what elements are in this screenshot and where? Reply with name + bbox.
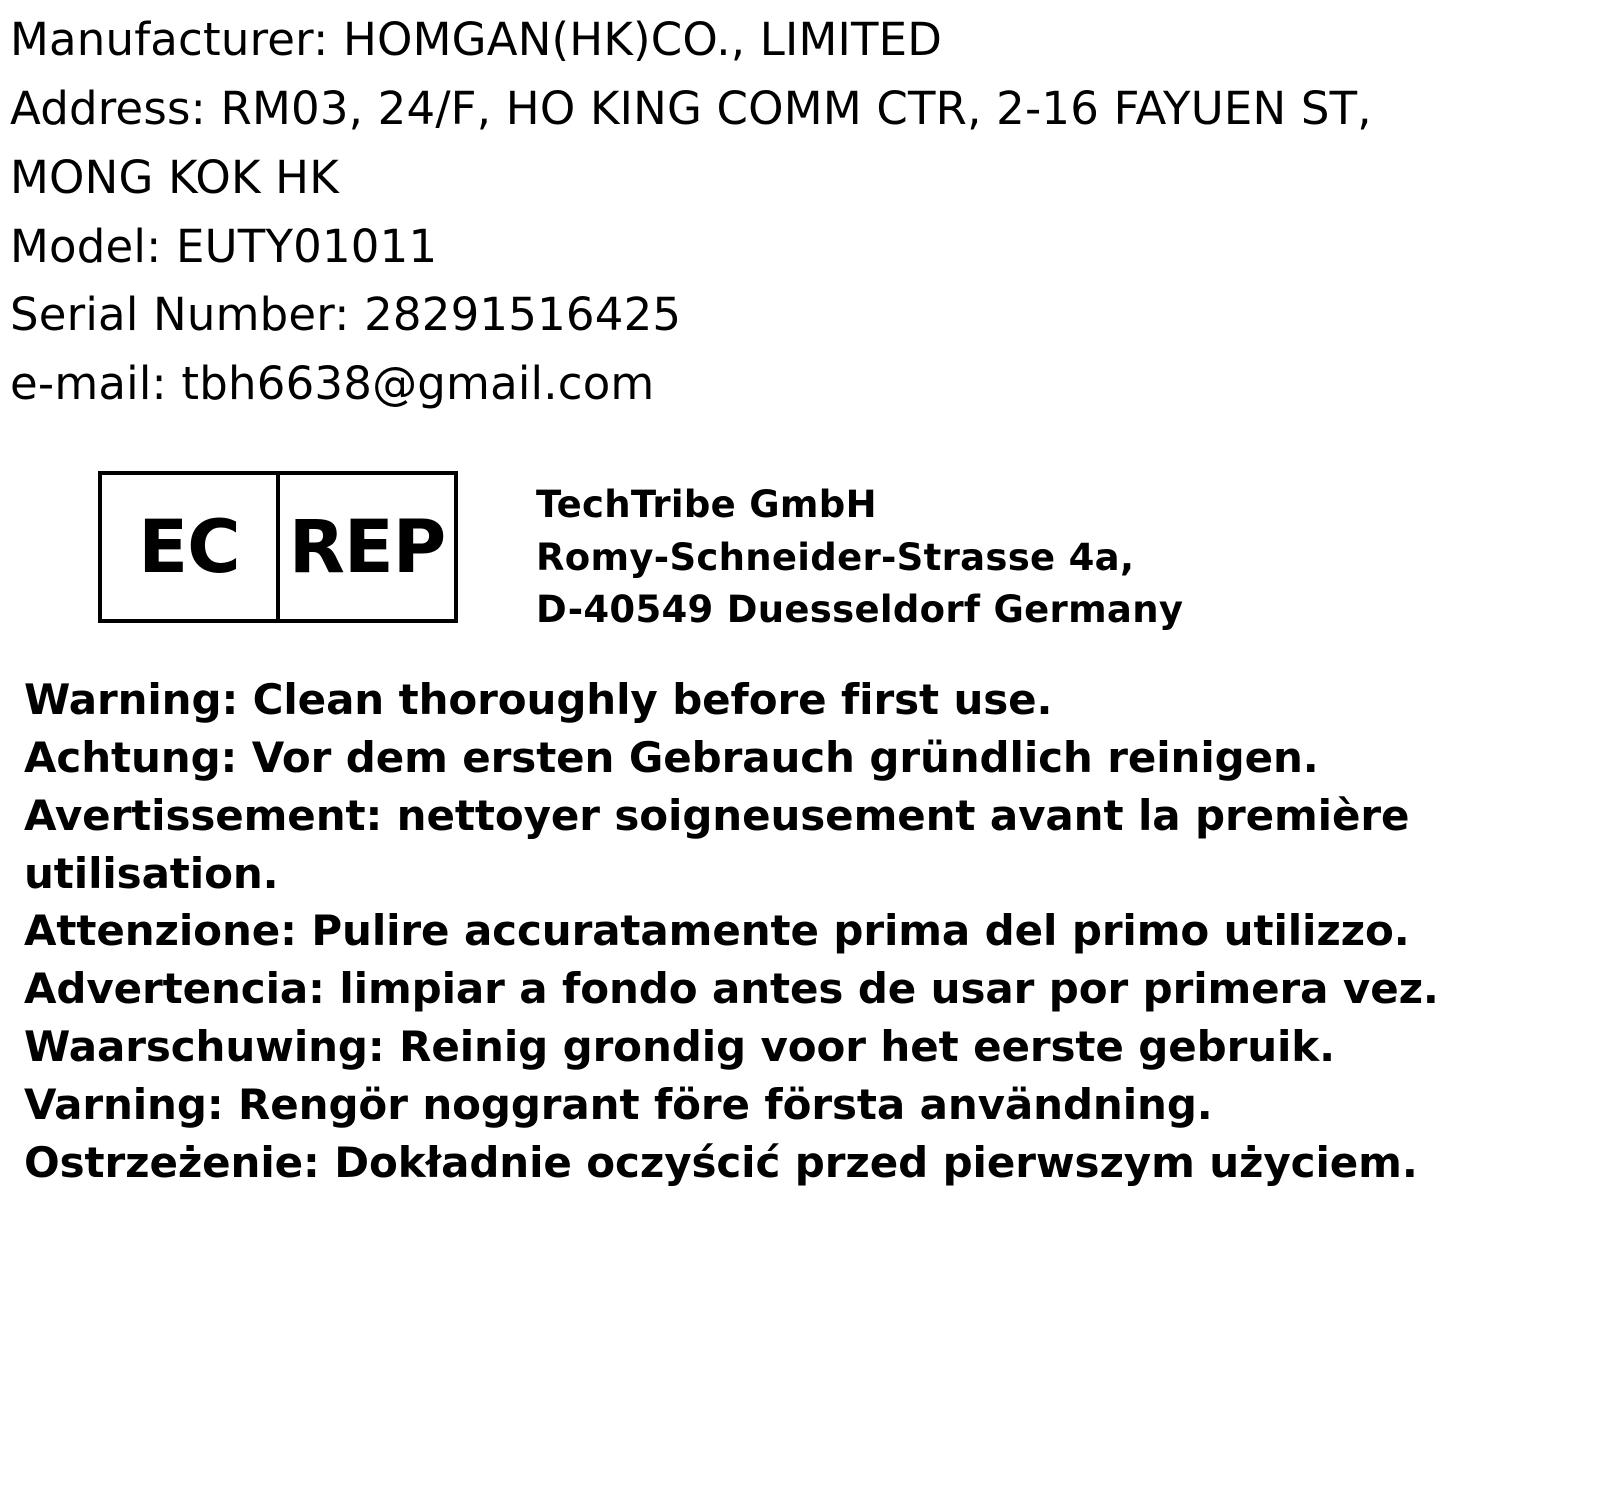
- address-value-2: MONG KOK HK: [10, 150, 339, 204]
- warning-en: Warning: Clean thoroughly before first use.: [24, 674, 1053, 724]
- warning-fr: Avertissement: nettoyer soigneusement avant la première utilisation.: [24, 790, 1410, 898]
- email-value: tbh6638@gmail.com: [181, 357, 655, 411]
- address-line-1: [10, 75, 1592, 144]
- warning-de: Achtung: Vor dem ersten Gebrauch gründlich reinigen.: [24, 732, 1319, 782]
- warning-es: Advertencia: limpiar a fondo antes de usar por primera vez.: [24, 964, 1439, 1014]
- model-value: EUTY01011: [176, 219, 438, 273]
- address-value-1: RM03, 24/F, HO KING COMM CTR, 2-16 FAYUEN ST,: [220, 81, 1372, 135]
- ec-rep-address: [536, 479, 1183, 637]
- serial-number-label: Serial Number:: [10, 288, 350, 342]
- ec-rep-ec-text: EC: [102, 475, 280, 619]
- serial-number-line: [10, 281, 1592, 350]
- email-line: [10, 350, 1592, 419]
- model-line: [10, 213, 1592, 282]
- serial-number-value: 28291516425: [364, 288, 682, 342]
- ec-rep-block: [98, 471, 1592, 637]
- address-label: Address:: [10, 81, 206, 135]
- manufacturer-line: [10, 6, 1592, 75]
- manufacturer-label: Manufacturer:: [10, 13, 329, 66]
- address-line-2: [10, 144, 1592, 213]
- warning-sv: Varning: Rengör noggrant före första användning.: [24, 1080, 1213, 1130]
- warning-it: Attenzione: Pulire accuratamente prima del primo utilizzo.: [24, 906, 1410, 956]
- model-label: Model:: [10, 219, 162, 273]
- ec-rep-address-line-1: TechTribe GmbH: [536, 483, 877, 527]
- identification-block: [10, 6, 1592, 419]
- warnings-block: [24, 671, 1592, 1193]
- ec-rep-address-line-2: Romy-Schneider-Strasse 4a,: [536, 535, 1135, 579]
- ec-rep-address-line-3: D-40549 Duesseldorf Germany: [536, 588, 1184, 632]
- warning-pl: Ostrzeżenie: Dokładnie oczyścić przed pierwszym użyciem.: [24, 1138, 1418, 1188]
- ec-rep-rep-text: REP: [288, 504, 446, 590]
- warning-nl: Waarschuwing: Reinig grondig voor het eerste gebruik.: [24, 1022, 1335, 1072]
- ec-rep-symbol-icon: [98, 471, 458, 623]
- email-label: e-mail:: [10, 357, 167, 411]
- manufacturer-value: HOMGAN(HK)CO., LIMITED: [342, 13, 943, 66]
